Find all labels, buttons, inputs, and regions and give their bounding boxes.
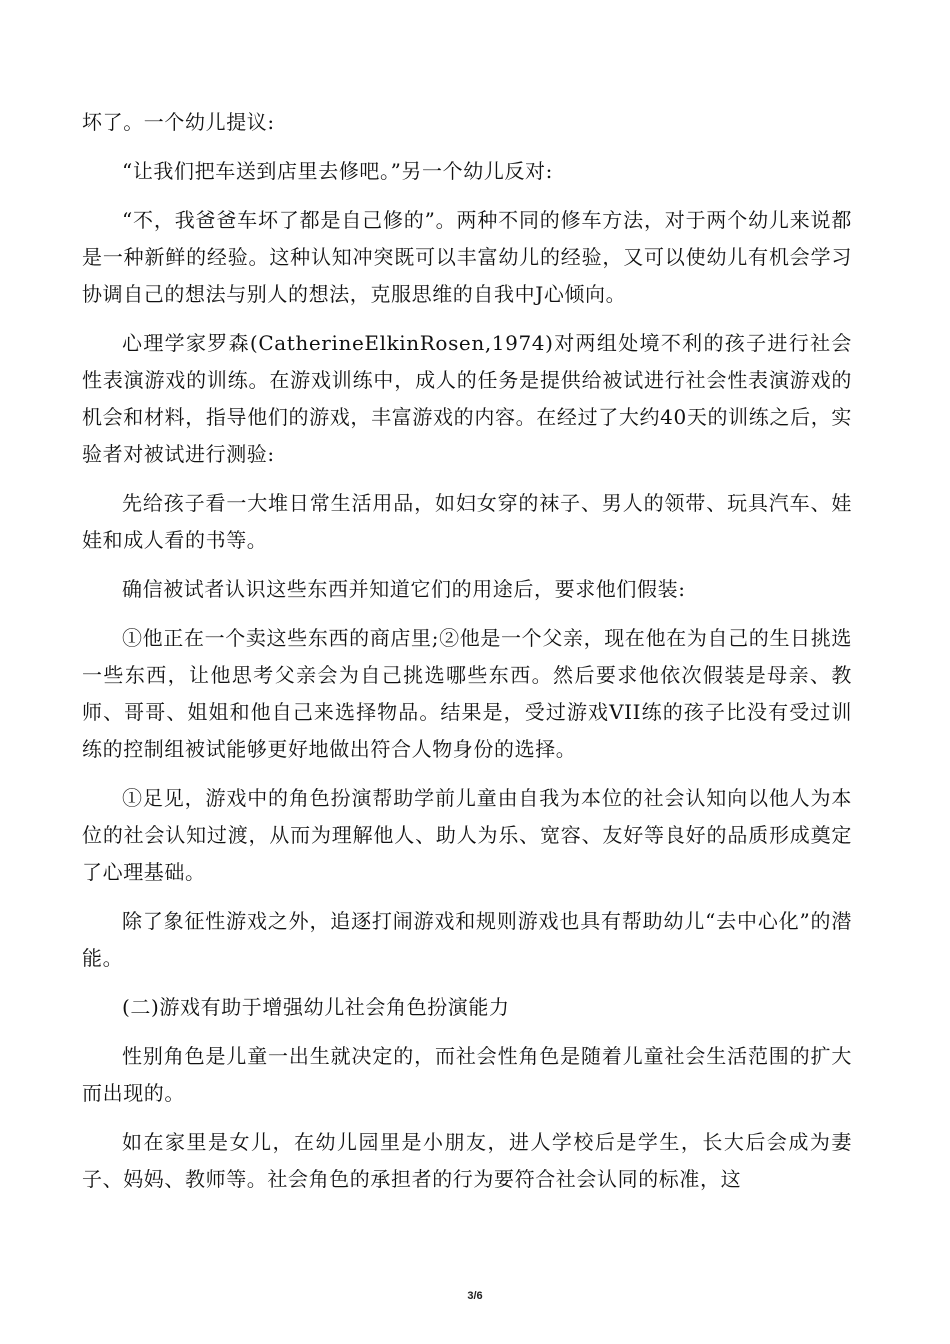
paragraph-gender-roles: 性别角色是儿童一出生就决定的，而社会性角色是随着儿童社会生活范围的扩大而出现的。	[82, 1044, 852, 1105]
paragraph-social-roles: 如在家里是女儿，在幼儿园里是小朋友，进人学校后是学生，长大后会成为妻子、妈妈、教师等。社会角色的承担者的行为要符合社会认同的标准，这	[82, 1130, 852, 1191]
document-body	[82, 104, 852, 1210]
paragraph-pretend-roles: ①他正在一个卖这些东西的商店里;②他是一个父亲，现在他在为自己的生日挑选一些东西，让他思考父亲会为自己挑选哪些东西。然后要求他依次假装是母亲、教师、哥哥、姐姐和他自己来选择物品。结果是，受过游戏VII练的孩子比没有受过训练的控制组被试能够更好地做出符合人物身份的选择。	[82, 626, 852, 761]
paragraph-role-play-conclusion: ①足见，游戏中的角色扮演帮助学前儿童由自我为本位的社会认知向以他人为本位的社会认知过渡，从而为理解他人、助人为乐、宽容、友好等良好的品质形成奠定了心理基础。	[82, 786, 852, 884]
paragraph-quote-proposal: “让我们把车送到店里去修吧。”另一个幼儿反对:	[122, 159, 553, 183]
paragraph-pretend-instruction: 确信被试者认识这些东西并知道它们的用途后，要求他们假装:	[122, 577, 686, 601]
paragraph-rosen-study: 心理学家罗森(CatherineElkinRosen,1974)对两组处境不利的孩子进行社会性表演游戏的训练。在游戏训练中，成人的任务是提供给被试进行社会性表演游戏的机会和材料，指导他们的游戏，丰富游戏的内容。在经过了大约40天的训练之后，实验者对被试进行测验:	[82, 331, 852, 466]
paragraph-continuation: 坏了。一个幼儿提议:	[82, 110, 275, 134]
paragraph-daily-items: 先给孩子看一大堆日常生活用品，如妇女穿的袜子、男人的领带、玩具汽车、娃娃和成人看的书等。	[82, 491, 852, 552]
section-heading: (二)游戏有助于增强幼儿社会角色扮演能力	[122, 995, 510, 1019]
paragraph-quote-objection: “不，我爸爸车坏了都是自己修的”。两种不同的修车方法，对于两个幼儿来说都是一种新鲜的经验。这种认知冲突既可以丰富幼儿的经验，又可以使幼儿有机会学习协调自己的想法与别人的想法，克服思维的自我中J心倾向。	[82, 208, 852, 306]
page-number: 3/6	[467, 1290, 483, 1302]
paragraph-other-games: 除了象征性游戏之外，追逐打闹游戏和规则游戏也具有帮助幼儿“去中心化”的潜能。	[82, 909, 852, 970]
